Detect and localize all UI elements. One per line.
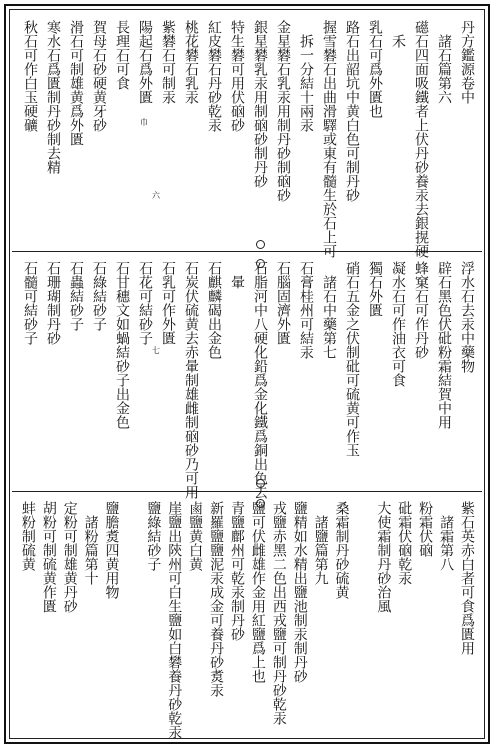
text-column <box>272 20 294 202</box>
column-text: 蜂窠石可作丹砂 <box>413 261 429 359</box>
text-column <box>456 20 478 104</box>
text-column <box>289 501 311 683</box>
text-column <box>456 261 478 373</box>
column-text: 石甘穗文如蝸結砂子出金色 <box>114 261 130 429</box>
text-column <box>134 261 156 345</box>
text-column <box>414 501 436 557</box>
text-column <box>268 501 290 725</box>
text-column <box>226 261 248 289</box>
text-column <box>341 261 363 457</box>
column-text: 鹽可伏雌雄作金用紅鹽爲上也 <box>249 501 266 683</box>
column-text: 礠石四面吸鐵者上伏丹砂養汞去銀㨪硬 <box>413 20 429 258</box>
column-text: 丹方鑑源卷中 <box>459 20 475 104</box>
ring-mark <box>256 259 265 268</box>
column-text: 凝水石可作油衣可食 <box>390 261 406 387</box>
text-column <box>184 501 206 571</box>
column-text: 戎鹽赤黑二色出西戎鹽可制丹砂乾汞 <box>270 501 287 725</box>
text-column <box>295 261 317 359</box>
column-text: 石珊瑚制丹砂 <box>45 261 61 345</box>
text-column <box>393 501 415 585</box>
ring-mark <box>256 499 265 508</box>
text-column <box>310 501 332 585</box>
column-text: 石麒麟碣出金色 <box>206 261 222 359</box>
column-text: 特生礬可用伏硇砂 <box>229 20 245 132</box>
column-text: 砒霜伏硇乾汞 <box>396 501 413 585</box>
column-text: 諸粉篇第十 <box>82 501 99 585</box>
column-text: 粉霜伏硇 <box>417 501 434 557</box>
column-text: 鹽膽煑四黄用物 <box>103 501 120 599</box>
column-text: 大使霜制丹砂治風 <box>375 501 392 613</box>
book-page <box>4 4 490 744</box>
text-column <box>88 20 110 132</box>
column-text: 浮水石去汞中藥物 <box>459 261 475 373</box>
column-text: 胡粉可制硫黄作匱 <box>40 501 57 613</box>
text-column <box>387 261 409 387</box>
ring-mark <box>256 240 265 249</box>
column-text: 石脂河中八硬化鉛爲金化鐵爲銅出色去 <box>252 261 268 499</box>
text-column <box>351 501 373 515</box>
text-column <box>249 20 271 188</box>
text-column <box>203 261 225 359</box>
text-column <box>433 20 455 104</box>
column-text: 寒水石爲匱制丹砂制去精 <box>45 20 61 174</box>
text-column <box>364 261 386 317</box>
column-text: 長理石可食 <box>114 20 130 90</box>
text-column <box>111 261 133 429</box>
column-text: 青鹽鄜州可乾汞制丹砂 <box>229 501 245 641</box>
text-column <box>203 20 225 132</box>
column-text: 石膏桂州可結汞 <box>298 261 314 359</box>
margin-mark: 巾 <box>140 118 148 127</box>
text-column <box>42 20 64 174</box>
column-text: 諸石中藥第七 <box>321 261 337 359</box>
text-column <box>247 501 269 683</box>
text-column <box>65 20 87 146</box>
text-column <box>157 20 179 104</box>
column-text: 賀母石砂硬黄牙砂 <box>91 20 107 132</box>
column-text: 諸石篇第六 <box>436 20 452 104</box>
column-text: 辟石黑色伏砒粉霜結賀中用 <box>436 261 452 429</box>
column-text: 石髓可結砂子 <box>22 261 38 345</box>
margin-mark: 七 <box>152 346 160 355</box>
text-column <box>205 501 227 697</box>
text-column <box>410 20 432 258</box>
upper-panel <box>12 12 482 258</box>
column-text: 硝石五金之伏制砒可硫黄可作玉 <box>344 261 360 457</box>
text-column <box>59 501 81 613</box>
column-text: 禾 <box>390 20 406 48</box>
upper-text-columns <box>12 12 482 258</box>
text-column <box>226 501 248 641</box>
column-text: 金星礬石乳汞用制丹砂制硇砂 <box>275 20 291 202</box>
column-text <box>121 501 143 515</box>
text-column <box>226 20 248 132</box>
column-text: 新羅鹽鹽泥汞成金可養丹砂煑汞 <box>208 501 225 697</box>
text-column <box>433 261 455 429</box>
column-text: 蚌粉制硫黄 <box>19 501 36 571</box>
text-column <box>364 20 386 118</box>
text-column <box>38 501 60 613</box>
column-text: 崖鹽出陝州可白生鹽如白礬養丹砂乾汞 <box>166 501 183 739</box>
column-text: 鹽綠結砂子 <box>145 501 162 571</box>
column-text: 石乳可作外匱 <box>160 261 176 345</box>
column-text: 紫礬石可制汞 <box>160 20 176 104</box>
text-column <box>318 20 340 258</box>
text-column <box>410 261 432 359</box>
text-column <box>157 261 179 345</box>
text-column <box>17 501 39 571</box>
text-column <box>180 20 202 104</box>
text-column <box>142 501 164 571</box>
column-text: 秋石可作白玉硬礦 <box>22 20 38 132</box>
column-text: 石腦固濟外匱 <box>275 261 291 345</box>
column-text: 滑石可制雄黄爲外匱 <box>68 20 84 146</box>
text-column <box>101 501 123 599</box>
column-text: 獨石外匱 <box>367 261 383 317</box>
column-text: 石綠結砂子 <box>91 261 107 331</box>
text-column <box>435 501 457 571</box>
text-column <box>134 20 156 104</box>
column-text: 銀星礬乳汞用制硇砂制丹砂 <box>252 20 268 188</box>
text-column <box>19 261 41 345</box>
text-column <box>318 261 340 359</box>
column-text: 桃花礬石乳汞 <box>183 20 199 104</box>
text-column <box>19 20 41 132</box>
text-column <box>80 501 102 585</box>
column-text: 路石出韶坑中黄白色可制丹砂 <box>344 20 360 202</box>
column-text: 石花可結砂子 <box>137 261 153 345</box>
text-column <box>372 501 394 613</box>
column-text: 石炭伏硫黄去赤暈制雄雌制硇砂乃可用 <box>183 261 199 499</box>
lower-panel <box>12 493 482 738</box>
text-column <box>272 261 294 345</box>
column-text: 拆一分結十兩汞 <box>298 20 314 132</box>
column-text <box>351 501 373 515</box>
text-column <box>65 261 87 331</box>
lower-text-columns <box>12 493 482 738</box>
text-column <box>456 501 478 655</box>
column-text: 紫石英赤白者可食爲匱用 <box>459 501 475 655</box>
text-column <box>163 501 185 739</box>
ring-mark <box>256 479 265 488</box>
text-column <box>180 261 202 499</box>
column-text: 定粉可制雄黄丹砂 <box>61 501 78 613</box>
text-column <box>387 20 409 48</box>
column-text: 鹵鹽黄白黄 <box>187 501 204 571</box>
text-column <box>295 20 317 132</box>
text-column <box>111 20 133 90</box>
column-text: 紅皮礬石丹砂乾汞 <box>206 20 222 132</box>
text-column <box>331 501 353 599</box>
text-column <box>88 261 110 331</box>
column-text: 陽起石爲外匱 <box>137 20 153 104</box>
column-text: 諸霜第八 <box>438 501 455 571</box>
text-column <box>121 501 143 515</box>
text-column <box>42 261 64 345</box>
column-text: 桑霜制丹砂硫黄 <box>333 501 350 599</box>
column-text: 暈 <box>229 261 245 289</box>
margin-mark: 六 <box>152 191 160 200</box>
middle-panel <box>12 253 482 499</box>
column-text: 握雪礬石出曲滑驛或東有髓生於石上可 <box>321 20 337 258</box>
middle-text-columns <box>12 253 482 499</box>
column-text: 鹽精如水精出鹽池制汞制丹砂 <box>291 501 308 683</box>
column-text: 諸鹽篇第九 <box>312 501 329 585</box>
column-text: 石蟲結砂子 <box>68 261 84 331</box>
column-text: 乳石可爲外匱也 <box>367 20 383 118</box>
text-column <box>249 261 271 499</box>
text-column <box>341 20 363 202</box>
